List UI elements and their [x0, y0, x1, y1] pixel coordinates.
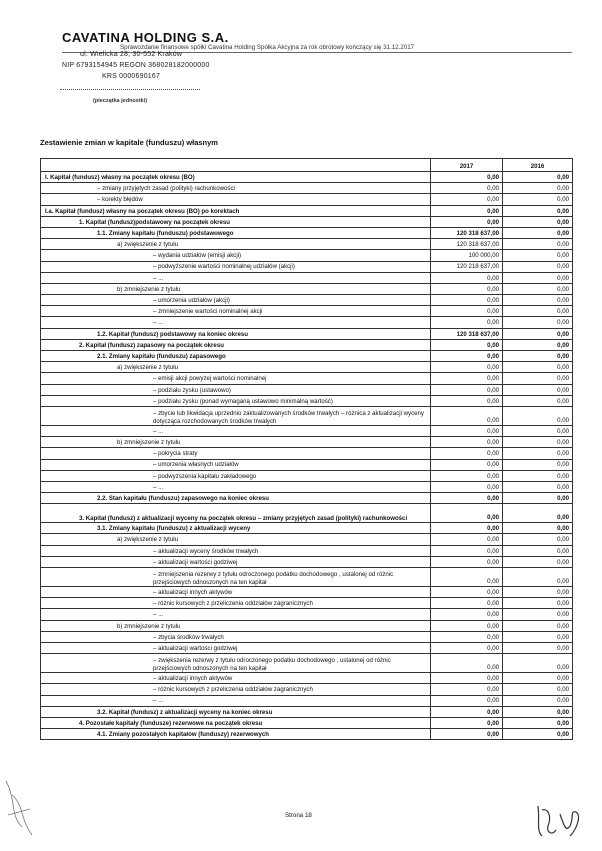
value-2017: 0,00: [431, 384, 503, 395]
value-2016: 0,00: [503, 556, 573, 567]
table-row: [41, 295, 573, 306]
table-row: [41, 283, 573, 294]
value-2016: 0,00: [503, 459, 573, 470]
row-label: – aktualizacji wyceny środków trwałych: [41, 545, 431, 556]
table-row: [41, 362, 573, 373]
value-2017: 0,00: [431, 556, 503, 567]
signature-icon: [530, 796, 590, 844]
table-row: [41, 631, 573, 642]
value-2017: 0,00: [431, 216, 503, 227]
value-2017: 0,00: [431, 406, 503, 425]
table-row: [41, 328, 573, 339]
row-label: – ...: [41, 695, 431, 706]
value-2016: 0,00: [503, 493, 573, 504]
value-2016: 0,00: [503, 695, 573, 706]
table-row: [41, 523, 573, 534]
value-2016: 0,00: [503, 631, 573, 642]
company-name: CAVATINA HOLDING S.A.: [62, 30, 229, 45]
value-2017: 0,00: [431, 587, 503, 598]
row-label: b) zmniejszenie z tytułu: [41, 283, 431, 294]
value-2016: 0,00: [503, 481, 573, 492]
table-row: [41, 556, 573, 567]
header-cell-2017: 2017: [431, 159, 503, 172]
table-row: [41, 534, 573, 545]
value-2017: 0,00: [431, 437, 503, 448]
company-address: ul. Wielicka 28, 30-552 Kraków: [80, 51, 183, 58]
value-2017: 0,00: [431, 362, 503, 373]
value-2016: 0,00: [503, 545, 573, 556]
stamp-dotted-line: [60, 89, 200, 90]
value-2016: 0,00: [503, 425, 573, 436]
table-row: [41, 620, 573, 631]
value-2016: 0,00: [503, 729, 573, 740]
value-2017: 0,00: [431, 717, 503, 728]
table-row: [41, 470, 573, 481]
value-2016: 0,00: [503, 183, 573, 194]
row-label: 1.1. Zmiany kapitału (funduszu) podstawowego: [41, 227, 431, 238]
value-2017: 0,00: [431, 470, 503, 481]
value-2017: 0,00: [431, 295, 503, 306]
value-2017: 0,00: [431, 642, 503, 653]
value-2016: 0,00: [503, 328, 573, 339]
row-label: – ...: [41, 609, 431, 620]
header-cell-2016: 2016: [503, 159, 573, 172]
value-2016: 0,00: [503, 587, 573, 598]
row-label: I. Kapitał (fundusz) własny na początek okresu (BO): [41, 172, 431, 183]
table-row: [41, 239, 573, 250]
value-2017: 0,00: [431, 373, 503, 384]
value-2017: 0,00: [431, 673, 503, 684]
table-row: [41, 437, 573, 448]
equity-changes-table: [40, 158, 573, 740]
row-label: – zbycie lub likwidacja uprzednio zaktualizowanych środków trwałych – różnica z aktualizacji wyceny dotycząca rozchodowanych środków trwałych: [41, 406, 431, 425]
value-2017: 0,00: [431, 706, 503, 717]
value-2016: 0,00: [503, 339, 573, 350]
row-label: – podziału zysku (ponad wymaganą ustawowo minimalną wartość): [41, 395, 431, 406]
value-2017: 120 218 637,00: [431, 261, 503, 272]
company-krs: KRS 0000690167: [102, 73, 161, 80]
table-row: [41, 545, 573, 556]
row-label: 2. Kapitał (fundusz) zapasowy na początek okresu: [41, 339, 431, 350]
value-2016: 0,00: [503, 609, 573, 620]
row-label: – aktualizacji innych aktywów: [41, 673, 431, 684]
table-row: [41, 717, 573, 728]
row-label: – korekty błędów: [41, 194, 431, 205]
row-label: – zmniejszenia rezerwy z tytułu odroczonego podatku dochodowego , ustalonej od różnic przejściowych odnoszonych na ten kapitał: [41, 568, 431, 587]
row-label: – ...: [41, 272, 431, 283]
value-2016: 0,00: [503, 362, 573, 373]
value-2017: 0,00: [431, 631, 503, 642]
table-row: [41, 384, 573, 395]
value-2016: 0,00: [503, 437, 573, 448]
row-label: – zbycia środków trwałych: [41, 631, 431, 642]
value-2017: 0,00: [431, 194, 503, 205]
table-row: [41, 673, 573, 684]
value-2016: 0,00: [503, 448, 573, 459]
value-2016: 0,00: [503, 272, 573, 283]
table-row: [41, 448, 573, 459]
value-2016: 0,00: [503, 384, 573, 395]
margin-scribble-icon: [2, 775, 42, 845]
value-2017: 0,00: [431, 351, 503, 362]
row-label: 1.2. Kapitał (fundusz) podstawowy na koniec okresu: [41, 328, 431, 339]
value-2017: 0,00: [431, 609, 503, 620]
row-label: – różnic kursowych z przeliczenia oddziałów zagranicznych: [41, 684, 431, 695]
row-label: b) zmniejszenie z tytułu: [41, 437, 431, 448]
table-row: [41, 205, 573, 216]
row-label: 4. Pozostałe kapitały (fundusze) rezerwowe na początek okresu: [41, 717, 431, 728]
table-row: [41, 351, 573, 362]
value-2017: 0,00: [431, 545, 503, 556]
table-row: [41, 172, 573, 183]
row-label: 2.1. Zmiany kapitału (funduszu) zapasowego: [41, 351, 431, 362]
row-label: – zmniejszenie wartości nominalnej akcji: [41, 306, 431, 317]
table-row: [41, 317, 573, 328]
table-row: [41, 568, 573, 587]
value-2016: 0,00: [503, 684, 573, 695]
value-2016: 0,00: [503, 523, 573, 534]
page-title: Zestawienie zmian w kapitale (funduszu) własnym: [40, 138, 218, 147]
row-label: – podwyższenia kapitału zakładowego: [41, 470, 431, 481]
row-label: – ...: [41, 425, 431, 436]
table-row: [41, 459, 573, 470]
row-label: – emisji akcji powyżej wartości nominalnej: [41, 373, 431, 384]
table-row: [41, 706, 573, 717]
value-2016: 0,00: [503, 504, 573, 523]
row-label: a) zwiększenie z tytułu: [41, 534, 431, 545]
value-2016: 0,00: [503, 706, 573, 717]
value-2017: 0,00: [431, 504, 503, 523]
row-label: I.a. Kapitał (fundusz) własny na początek okresu (BO) po korektach: [41, 205, 431, 216]
value-2017: 0,00: [431, 425, 503, 436]
row-label: – wydania udziałów (emisji akcji): [41, 250, 431, 261]
row-label: 3.1. Zmiany kapitału (funduszu) z aktualizacji wyceny: [41, 523, 431, 534]
row-label: 1. Kapitał (fundusz)podstawowy na początek okresu: [41, 216, 431, 227]
row-label: 2.2. Stan kapitału (funduszu) zapasowego na koniec okresu: [41, 493, 431, 504]
table-row: [41, 481, 573, 492]
value-2016: 0,00: [503, 239, 573, 250]
value-2016: 0,00: [503, 395, 573, 406]
value-2017: 0,00: [431, 459, 503, 470]
table-row: [41, 216, 573, 227]
row-label: – różnic kursowych z przeliczenia oddziałów zagranicznych: [41, 598, 431, 609]
value-2016: 0,00: [503, 568, 573, 587]
row-label: 3. Kapitał (fundusz) z aktualizacji wyceny na początek okresu – zmiany przyjętych zasad (polityki) rachunkowości: [41, 504, 431, 523]
value-2016: 0,00: [503, 642, 573, 653]
value-2017: 0,00: [431, 283, 503, 294]
value-2016: 0,00: [503, 216, 573, 227]
value-2016: 0,00: [503, 317, 573, 328]
value-2017: 100 000,00: [431, 250, 503, 261]
company-ids: NIP 6793154945 REGON 368028182000000: [62, 62, 210, 69]
value-2017: 0,00: [431, 205, 503, 216]
value-2016: 0,00: [503, 306, 573, 317]
value-2016: 0,00: [503, 250, 573, 261]
value-2017: 0,00: [431, 317, 503, 328]
value-2017: 0,00: [431, 183, 503, 194]
value-2017: 0,00: [431, 695, 503, 706]
value-2017: 0,00: [431, 729, 503, 740]
value-2017: 0,00: [431, 493, 503, 504]
value-2017: 0,00: [431, 481, 503, 492]
value-2017: 0,00: [431, 654, 503, 673]
value-2017: 0,00: [431, 568, 503, 587]
value-2016: 0,00: [503, 205, 573, 216]
table-header-row: [41, 159, 573, 172]
row-label: – umorzenia udziałów (akcji): [41, 295, 431, 306]
value-2017: 120 318 637,00: [431, 239, 503, 250]
table-row: [41, 339, 573, 350]
table-row: [41, 395, 573, 406]
report-subtitle: Sprawozdanie finansowe spółki Cavatina Holding Spółka Akcyjna za rok obrotowy kończący się 31.12.2017: [120, 44, 415, 51]
value-2016: 0,00: [503, 654, 573, 673]
table-row: [41, 306, 573, 317]
value-2017: 0,00: [431, 339, 503, 350]
value-2017: 0,00: [431, 272, 503, 283]
table-row: [41, 272, 573, 283]
value-2017: 0,00: [431, 598, 503, 609]
value-2016: 0,00: [503, 470, 573, 481]
table-row: [41, 425, 573, 436]
value-2017: 120 318 637,00: [431, 227, 503, 238]
header-cell-label: [41, 159, 431, 172]
value-2017: 0,00: [431, 523, 503, 534]
table-row: [41, 194, 573, 205]
table-row: [41, 227, 573, 238]
value-2016: 0,00: [503, 598, 573, 609]
table-row: [41, 261, 573, 272]
row-label: – podwyższenie wartości nominalnej udziałów (akcji): [41, 261, 431, 272]
value-2017: 0,00: [431, 395, 503, 406]
row-label: b) zmniejszenie z tytułu: [41, 620, 431, 631]
value-2017: 0,00: [431, 172, 503, 183]
value-2017: 0,00: [431, 306, 503, 317]
row-label: – zmiany przyjętych zasad (polityki) rachunkowości: [41, 183, 431, 194]
row-label: – aktualizacji innych aktywów: [41, 587, 431, 598]
value-2017: 0,00: [431, 534, 503, 545]
value-2017: 0,00: [431, 620, 503, 631]
table-row: [41, 373, 573, 384]
table-row: [41, 504, 573, 523]
value-2017: 120 318 637,00: [431, 328, 503, 339]
row-label: – podziału zysku (ustawowo): [41, 384, 431, 395]
value-2016: 0,00: [503, 194, 573, 205]
value-2016: 0,00: [503, 172, 573, 183]
table-row: [41, 598, 573, 609]
row-label: – aktualizacji wartości godziwej: [41, 556, 431, 567]
table-row: [41, 684, 573, 695]
table-row: [41, 587, 573, 598]
value-2016: 0,00: [503, 406, 573, 425]
value-2016: 0,00: [503, 351, 573, 362]
value-2016: 0,00: [503, 534, 573, 545]
row-label: a) zwiększenie z tytułu: [41, 239, 431, 250]
row-label: a) zwiększenie z tytułu: [41, 362, 431, 373]
stamp-caption: (pieczątka jednostki): [93, 98, 148, 104]
row-label: – umorzenia własnych udziałów: [41, 459, 431, 470]
table-row: [41, 642, 573, 653]
value-2016: 0,00: [503, 373, 573, 384]
value-2016: 0,00: [503, 717, 573, 728]
value-2016: 0,00: [503, 620, 573, 631]
value-2016: 0,00: [503, 283, 573, 294]
table-row: [41, 250, 573, 261]
row-label: – pokrycia straty: [41, 448, 431, 459]
table-row: [41, 493, 573, 504]
row-label: – ...: [41, 317, 431, 328]
row-label: 3.2. Kapitał (fundusz) z aktualizacji wyceny na koniec okresu: [41, 706, 431, 717]
value-2016: 0,00: [503, 673, 573, 684]
row-label: 4.1. Zmiany pozostałych kapitałów (funduszy) rezerwowych: [41, 729, 431, 740]
row-label: – aktualizacji wartości godziwej: [41, 642, 431, 653]
page-number: Strona 18: [285, 812, 312, 819]
table-row: [41, 729, 573, 740]
value-2016: 0,00: [503, 227, 573, 238]
table-row: [41, 609, 573, 620]
row-label: – ...: [41, 481, 431, 492]
value-2016: 0,00: [503, 295, 573, 306]
value-2017: 0,00: [431, 684, 503, 695]
table-row: [41, 406, 573, 425]
row-label: – zwiększenia rezerwy z tytułu odroczonego podatku dochodowego , ustalonej od różnic przejściowych odnoszonych na ten kapitał: [41, 654, 431, 673]
value-2016: 0,00: [503, 261, 573, 272]
table-row: [41, 654, 573, 673]
value-2017: 0,00: [431, 448, 503, 459]
table-row: [41, 183, 573, 194]
table-row: [41, 695, 573, 706]
